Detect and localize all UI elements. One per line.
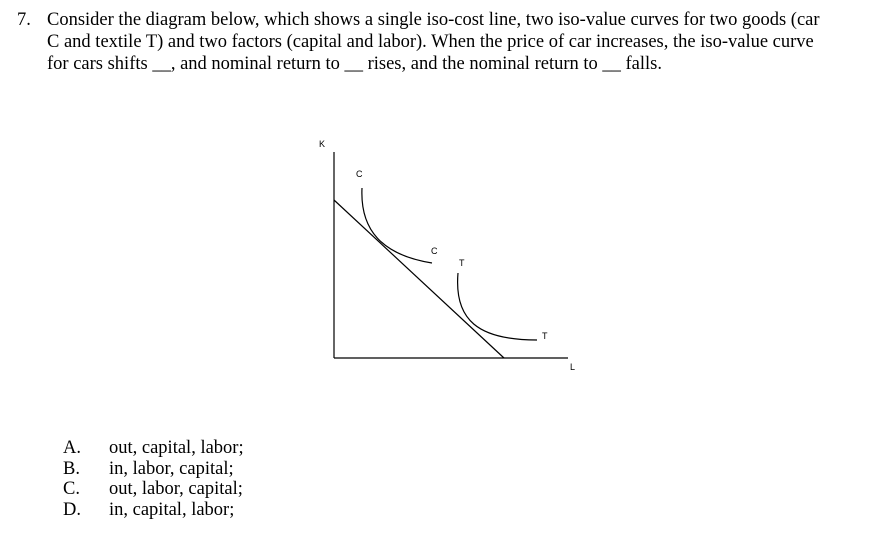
choice-text: in, labor, capital; [109, 458, 234, 479]
choice-letter: B. [63, 458, 80, 479]
question-text [47, 9, 877, 75]
l-axis-label: L [570, 362, 576, 372]
choice-text: out, labor, capital; [109, 479, 243, 499]
car-curve-label-end: C [431, 246, 438, 256]
question-line-1: Consider the diagram below, which shows a single iso-cost line, two iso-value curves for two goods (car [47, 10, 820, 30]
choice-letter: D. [63, 499, 81, 520]
choice-a[interactable] [63, 438, 244, 459]
iso-cost-diagram [300, 130, 600, 380]
question-number: 7. [17, 10, 31, 30]
choice-c[interactable] [63, 479, 244, 500]
iso-value-curve-car [362, 188, 432, 263]
iso-cost-line [334, 200, 504, 358]
choice-d[interactable] [63, 500, 244, 521]
k-axis-label: K [319, 139, 326, 149]
iso-value-curve-textile [458, 273, 537, 340]
textile-curve-label-top: T [459, 258, 465, 268]
question-line-3: for cars shifts __, and nominal return to __ rises, and the nominal return to __ falls. [47, 54, 662, 74]
choice-b[interactable] [63, 459, 244, 480]
choice-text: in, capital, labor; [109, 499, 235, 520]
car-curve-label-top: C [356, 169, 363, 179]
choice-text: out, capital, labor; [109, 438, 244, 458]
choice-letter: A. [63, 438, 81, 458]
question-line-2: C and textile T) and two factors (capital and labor). When the price of car increases, the iso-value curve [47, 32, 814, 52]
answer-choices [63, 438, 244, 520]
choice-letter: C. [63, 479, 80, 499]
textile-curve-label-end: T [542, 331, 548, 341]
